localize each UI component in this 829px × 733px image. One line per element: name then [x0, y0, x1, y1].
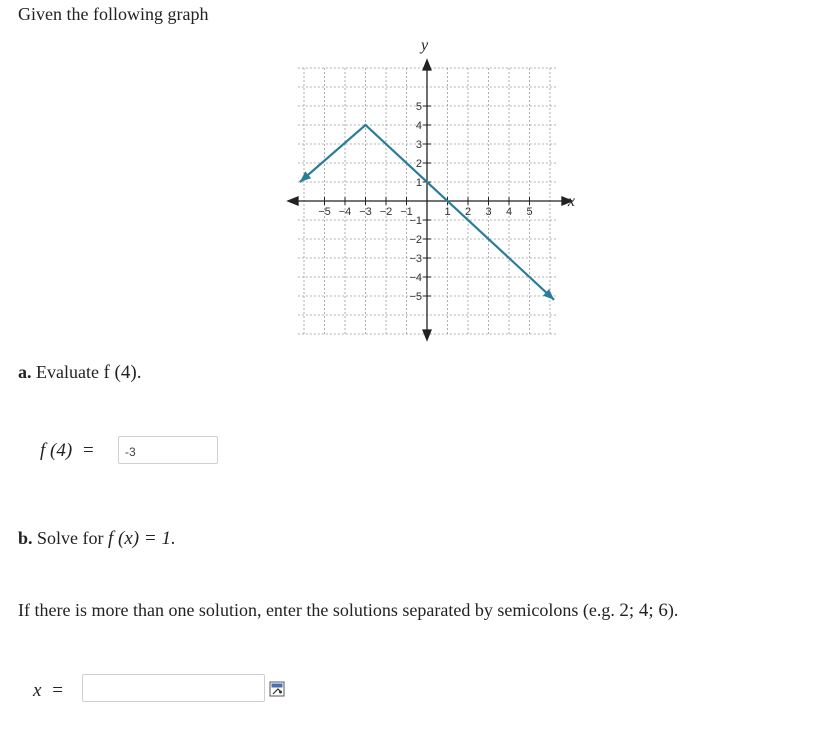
part-a-expression: f (4).: [103, 362, 142, 383]
y-axis-bottom-arrow: [423, 330, 431, 340]
x-tick-label: 4: [505, 206, 513, 218]
part-a-equals: =: [82, 440, 94, 461]
part-b-text: Solve for: [37, 528, 104, 548]
y-tick-label: 2: [415, 158, 422, 170]
part-a-label: a.: [18, 362, 32, 382]
intro-text: Given the following graph: [18, 4, 209, 24]
part-b-equals: =: [52, 680, 63, 701]
y-tick-label: −3: [409, 253, 422, 265]
y-axis-label: y: [421, 37, 429, 54]
part-b-equation: [33, 680, 63, 702]
x-tick-label: 5: [526, 206, 533, 218]
x-tick-label: −2: [379, 206, 393, 218]
x-tick-label: 3: [485, 206, 492, 218]
part-b-label: b.: [18, 528, 33, 548]
part-b-expression: f (x) = 1.: [108, 528, 176, 549]
y-tick-label: 1: [415, 177, 422, 189]
x-tick-label: −5: [318, 206, 331, 218]
part-a-equation: [40, 440, 94, 462]
instructions-end: ).: [667, 600, 679, 620]
x-tick-label: −4: [338, 206, 352, 218]
instructions-text: If there is more than one solution, enter the solutions separated by semicolons (e.g.: [18, 600, 615, 620]
x-tick-label: 2: [464, 206, 472, 218]
y-axis-top-arrow: [423, 60, 431, 70]
x-solution-input[interactable]: [82, 674, 265, 702]
part-b-lhs: x: [33, 680, 42, 701]
x-tick-label: −1: [400, 206, 413, 218]
part-a-prompt: [18, 362, 141, 384]
tick-labels: [318, 101, 532, 303]
y-tick-label: 5: [415, 101, 422, 113]
y-tick-label: −5: [409, 291, 422, 303]
y-tick-label: 4: [415, 120, 422, 132]
part-a-lhs: f (4): [40, 440, 73, 461]
part-b-instructions: [18, 600, 678, 622]
y-tick-label: −4: [409, 272, 422, 284]
part-b-prompt: [18, 528, 176, 550]
x-axis-left-arrow: [288, 197, 298, 205]
f4-answer-input[interactable]: -3: [118, 436, 218, 464]
x-axis-label: x: [567, 193, 575, 210]
part-a-text: Evaluate: [36, 362, 99, 382]
instructions-example: 2; 4; 6: [619, 600, 668, 621]
y-tick-label: −1: [409, 215, 422, 227]
x-tick-label: 1: [444, 206, 451, 218]
function-graph: [284, 34, 574, 344]
equation-editor-icon[interactable]: [269, 681, 285, 697]
x-tick-label: −3: [359, 206, 372, 218]
y-tick-label: −2: [409, 234, 422, 246]
y-tick-label: 3: [415, 139, 422, 151]
